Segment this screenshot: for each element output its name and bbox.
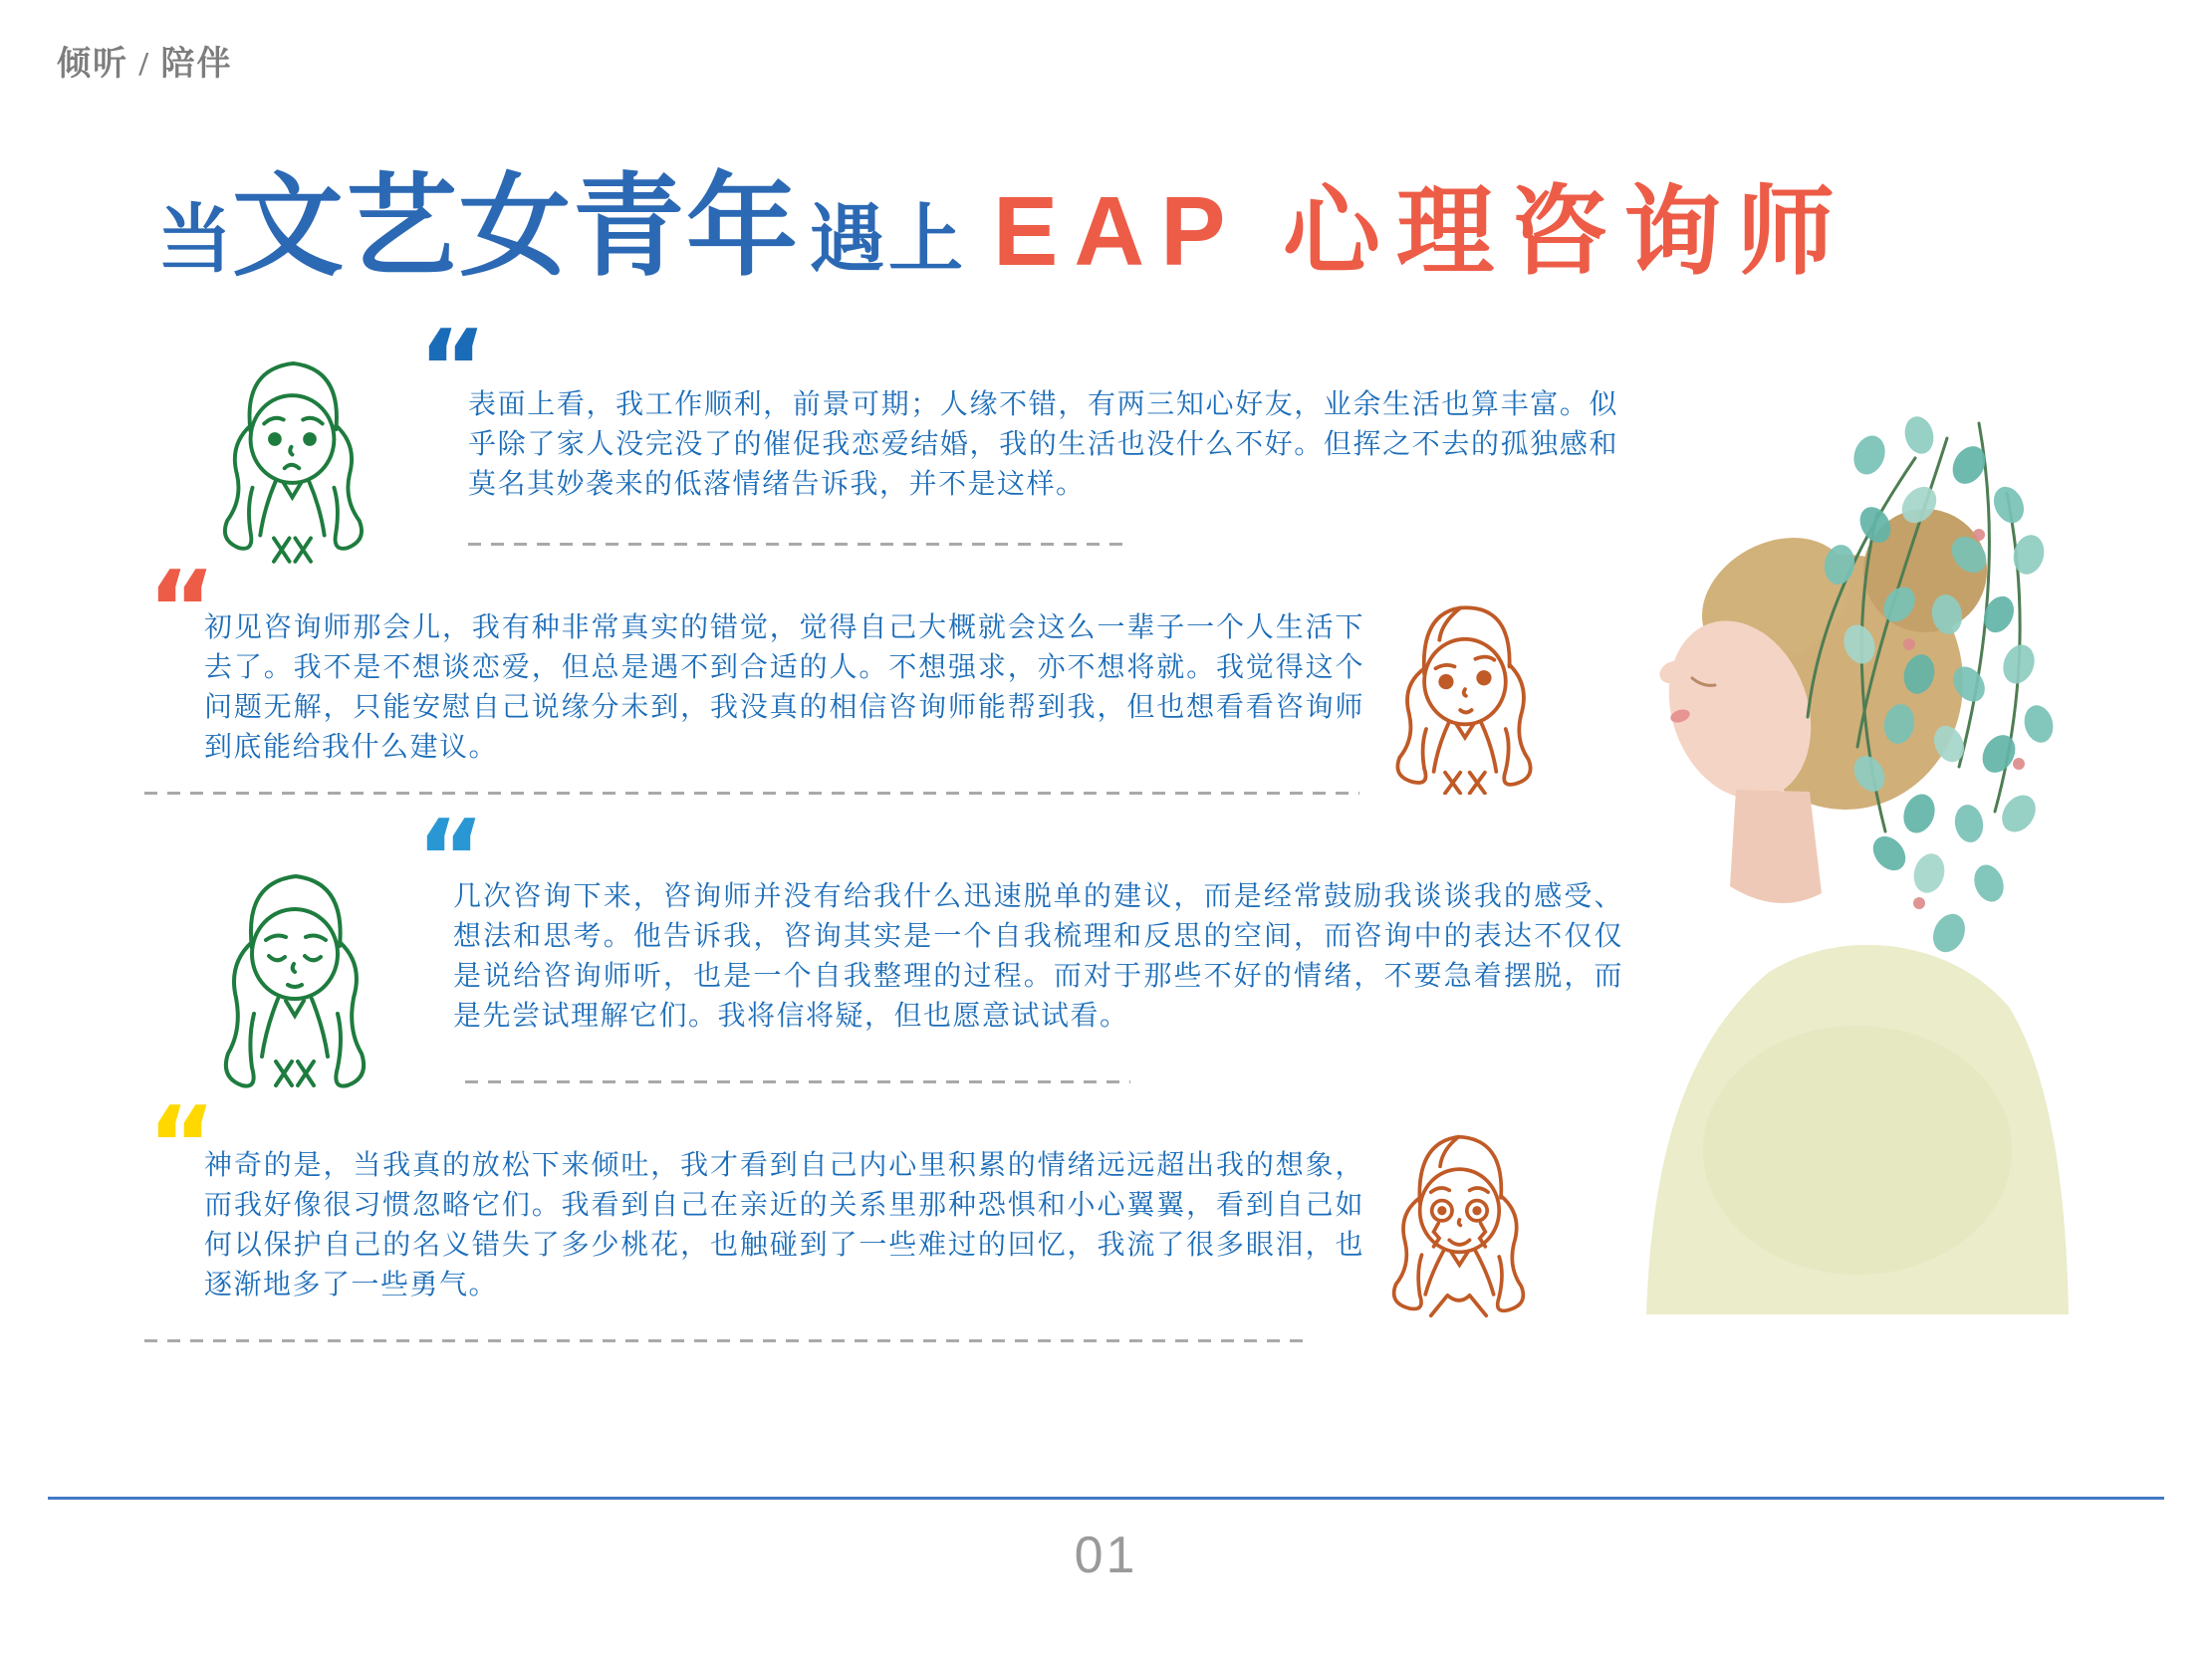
- quote-mark-3: “: [416, 807, 486, 878]
- dashed-divider-4: [144, 1339, 1312, 1342]
- dashed-divider-3: [465, 1080, 1130, 1083]
- quote-mark-2: “: [147, 558, 217, 629]
- quote-mark-4: “: [147, 1093, 217, 1165]
- tearful-girl-orange-illustration: [1366, 1117, 1551, 1321]
- watercolor-woman-illustration: [1618, 383, 2077, 1314]
- skeptical-girl-orange-illustration: [1369, 591, 1559, 795]
- pensive-girl-icon: [194, 858, 393, 1097]
- skeptical-girl-icon: [1369, 591, 1559, 795]
- tearful-girl-icon: [1366, 1117, 1551, 1321]
- worried-girl-green-illustration: [194, 344, 388, 573]
- eyebrow-label: 倾听 / 陪伴: [57, 46, 233, 83]
- pensive-girl-green-illustration: [194, 858, 393, 1097]
- title-part-yushang: 遇上: [810, 197, 968, 281]
- page-number: 01: [1074, 1527, 1138, 1584]
- title-part-wenyi: 文艺女青年: [232, 164, 801, 289]
- title-part-dang: 当: [157, 197, 233, 281]
- title-part-eap: EAP 心理咨询师: [993, 176, 1850, 286]
- worried-girl-icon: [194, 344, 388, 573]
- paragraph-2: 初见咨询师那会儿，我有种非常真实的错觉，觉得自己大概就会这么一辈子一个人生活下去了。我不是不想谈恋爱，但总是遇不到合适的人。不想强求，亦不想将就。我觉得这个问题无解，只能安慰自己说缘分未到，我没真的相信咨询师能帮到我，但也想看看咨询师到底能给我什么建议。: [204, 611, 1364, 762]
- footer-rule: [48, 1497, 2164, 1500]
- quote-mark-1: “: [418, 317, 488, 388]
- page-title: [157, 137, 1850, 298]
- paragraph-1: 表面上看，我工作顺利，前景可期；人缘不错，有两三知心好友，业余生活也算丰富。似乎除了家人没完没了的催促我恋爱结婚，我的生活也没什么不好。但挥之不去的孤独感和莫名其妙袭来的低落情绪告诉我，并不是这样。: [468, 388, 1618, 499]
- paragraph-3: 几次咨询下来，咨询师并没有给我什么迅速脱单的建议，而是经常鼓励我谈谈我的感受、想法和思考。他告诉我，咨询其实是一个自我梳理和反思的空间，而咨询中的表达不仅仅是说给咨询师听，也是一个自我整理的过程。而对于那些不好的情绪，不要急着摆脱，而是先尝试理解它们。我将信将疑，但也愿意试试看。: [453, 880, 1623, 1031]
- dashed-divider-1: [468, 543, 1130, 546]
- watercolor-woman-with-leaves: [1618, 383, 2077, 1314]
- dashed-divider-2: [144, 792, 1359, 795]
- paragraph-4: 神奇的是，当我真的放松下来倾吐，我才看到自己内心里积累的情绪远远超出我的想象，而我好像很习惯忽略它们。我看到自己在亲近的关系里那种恐惧和小心翼翼，看到自己如何以保护自己的名义错失了多少桃花，也触碰到了一些难过的回忆，我流了很多眼泪，也逐渐地多了一些勇气。: [204, 1149, 1364, 1300]
